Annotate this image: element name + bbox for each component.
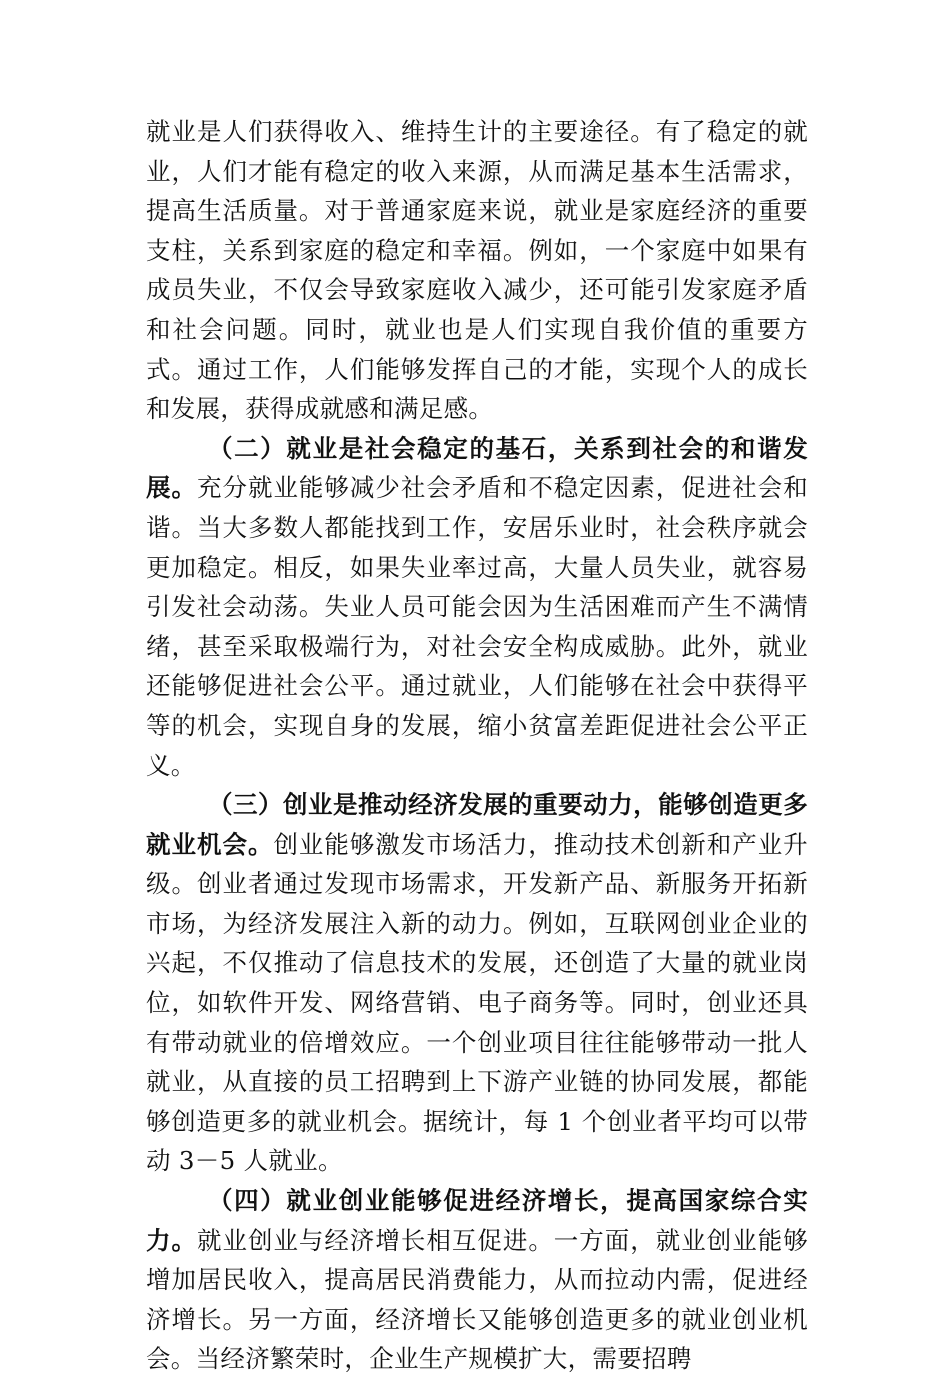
document-page (146, 112, 808, 1379)
paragraph-1-body: 就业是人们获得收入、维持生计的主要途径。有了稳定的就业，人们才能有稳定的收入来源，从而满足基本生活需求，提高生活质量。对于普通家庭来说，就业是家庭经济的重要支柱，关系到家庭的稳定和幸福。例如，一个家庭中如果有成员失业，不仅会导致家庭收入减少，还可能引发家庭矛盾和社会问题。同时，就业也是人们实现自我价值的重要方式。通过工作，人们能够发挥自己的才能，实现个人的成长和发展，获得成就感和满足感。 (146, 117, 808, 424)
paragraph-3-heading: （三）创业是推动经济发展的重要动力，能够创造更多就业机会。 (146, 790, 808, 859)
paragraph-4 (146, 1181, 808, 1379)
paragraph-4-body: 就业创业与经济增长相互促进。一方面，就业创业能够增加居民收入，提高居民消费能力，从而拉动内需，促进经济增长。另一方面，经济增长又能够创造更多的就业创业机会。当经济繁荣时，企业生产规模扩大，需要招聘 (146, 1225, 808, 1374)
paragraph-3 (146, 785, 808, 1181)
paragraph-2-body: 充分就业能够减少社会矛盾和不稳定因素，促进社会和谐。当大多数人都能找到工作，安居乐业时，社会秩序就会更加稳定。相反，如果失业率过高，大量人员失业，就容易引发社会动荡。失业人员可能会因为生活困难而产生不满情绪，甚至采取极端行为，对社会安全构成威胁。此外，就业还能够促进社会公平。通过就业，人们能够在社会中获得平等的机会，实现自身的发展，缩小贫富差距促进社会公平正义。 (146, 473, 808, 780)
paragraph-4-heading: （四）就业创业能够促进经济增长，提高国家综合实力。 (146, 1186, 808, 1255)
paragraph-2-heading: （二）就业是社会稳定的基石，关系到社会的和谐发展。 (146, 433, 808, 503)
paragraph-3-body: 创业能够激发市场活力，推动技术创新和产业升级。创业者通过发现市场需求，开发新产品、新服务开拓新市场，为经济发展注入新的动力。例如，互联网创业企业的兴起，不仅推动了信息技术的发展，还创造了大量的就业岗位，如软件开发、网络营销、电子商务等。同时，创业还具有带动就业的倍增效应。一个创业项目往往能够带动一批人就业，从直接的员工招聘到上下游产业链的协同发展，都能够创造更多的就业机会。据统计，每 1 个创业者平均可以带动 3－5 人就业。 (146, 829, 808, 1176)
paragraph-1 (146, 112, 808, 429)
paragraph-2 (146, 429, 808, 785)
